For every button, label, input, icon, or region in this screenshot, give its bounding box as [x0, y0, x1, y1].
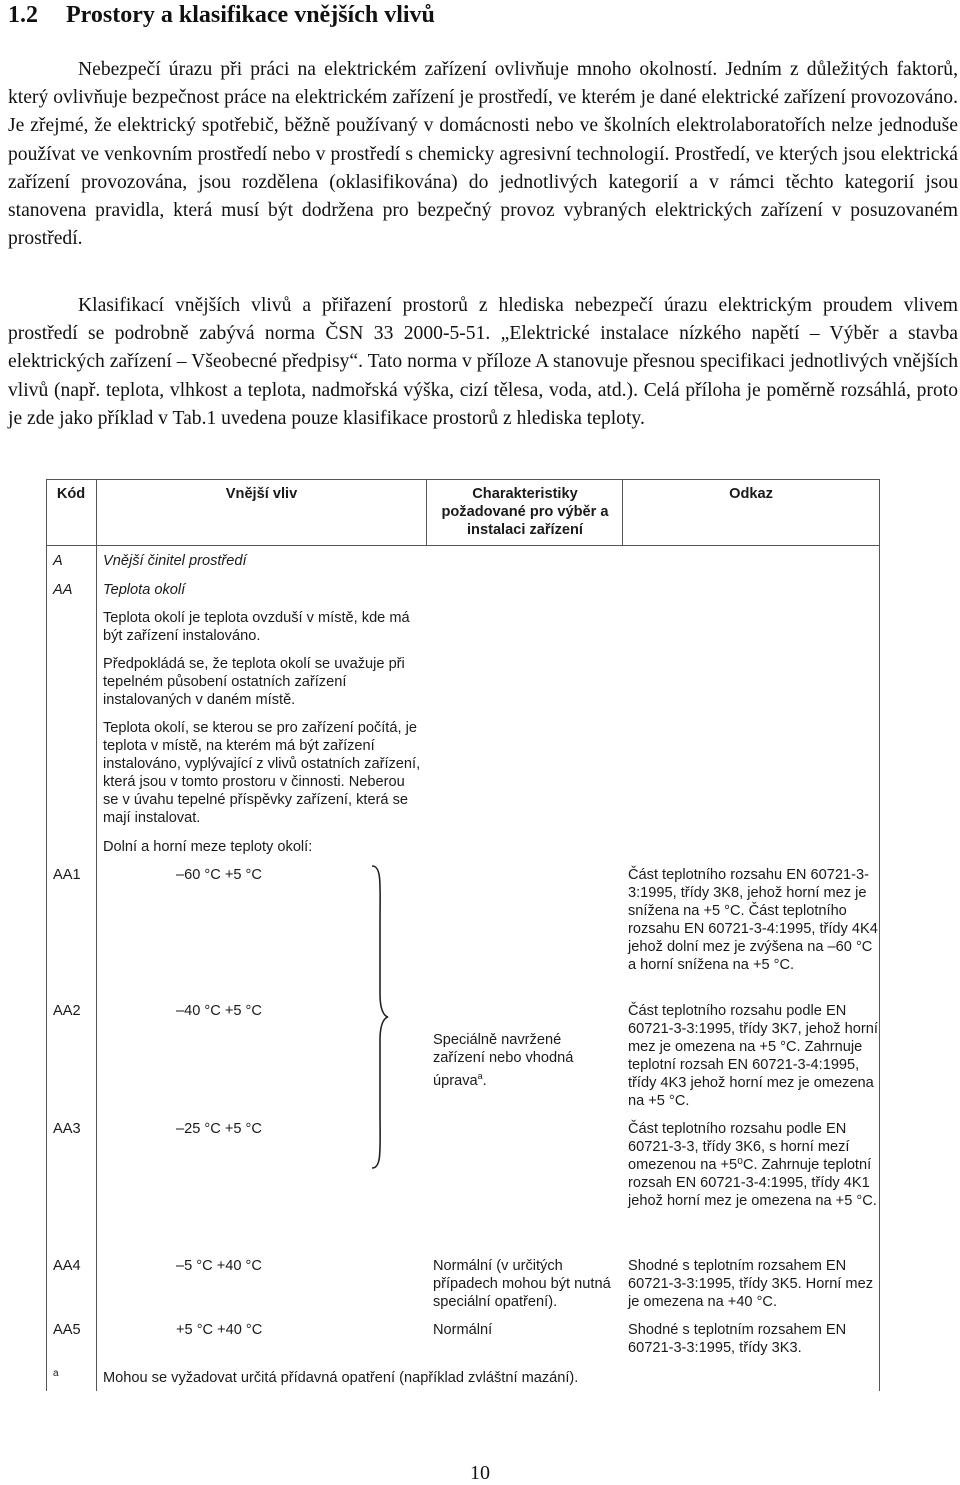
section-heading [8, 2, 435, 29]
table-border-top [46, 479, 880, 480]
external-factor-label: Vnější činitel prostředí [103, 553, 247, 569]
code-aa3: AA3 [53, 1121, 81, 1137]
special-design-text: Speciálně navržené zařízení nebo vhodná úprava [433, 1032, 574, 1089]
table-border-right [879, 479, 880, 1391]
code-aa5: AA5 [53, 1322, 81, 1338]
header-kod: Kód [56, 486, 86, 502]
reference-aa4: Shodné s teplotním rozsahem EN 60721-3-3:1995, třídy 3K5. Horní mez je omezena na +40 °C. [628, 1258, 873, 1310]
characteristic-aa4: Normální (v určitých případech mohou být nutná speciální opatření). [433, 1258, 611, 1310]
paragraph-intro-text: Nebezpečí úrazu při práci na elektrickém zařízení ovlivňuje mnoho okolností. Jedním z důležitých faktorů, který ovlivňuje bezpečnost práce na elektrickém zařízení je prostředí, ve kterém je dané elektrické zařízení provozováno. Je zřejmé, že elektrický spotřebič, běžně používaný v domácnosti nebo ve školních elektrolaboratořích nelze jednoduše používat ve venkovním prostředí nebo v prostředí s chemicky agresivní technologií. Prostředí, ve kterých jsou elektrická zařízení provozována, jsou rozdělena (oklasifikována) do jednotlivých kategorií a v rámci těchto kategorií jsou stanovena pravidla, která musí být dodržena pro bezpečný provoz vybraných elektrických zařízení v posuzovaném prostředí. [8, 59, 958, 250]
section-title: Prostory a klasifikace vnějších vlivů [66, 2, 435, 28]
paragraph-norm [8, 292, 958, 433]
section-number: 1.2 [8, 2, 38, 28]
special-design-characteristic: Speciálně navržené zařízení nebo vhodná úprava$^a$. [433, 1032, 574, 1089]
ambient-temperature-label: Teplota okolí [103, 582, 186, 598]
code-aa1: AA1 [53, 867, 81, 883]
reference-aa5: Shodné s teplotním rozsahem EN 60721-3-3:1995, třídy 3K3. [628, 1322, 847, 1356]
header-charakteristiky: Charakteristiky požadované pro výběr a instalaci zařízení [441, 486, 609, 538]
note-limits: Dolní a horní meze teploty okolí: [103, 839, 313, 855]
code-aa: AA [53, 582, 73, 598]
footnote-mark: a [53, 1368, 59, 1379]
range-aa3: –25 °C +5 °C [176, 1121, 262, 1137]
page-number: 10 [470, 1462, 490, 1484]
code-aa2: AA2 [53, 1003, 81, 1019]
range-aa5: +5 °C +40 °C [176, 1322, 263, 1338]
reference-aa3: Část teplotního rozsahu podle EN 60721-3-3, třídy 3K6, s horní mezí omezenou na +5⁰C. Zahrnuje teplotní rozsah EN 60721-3-4:1995, třídy 4K1 jehož horní mez je omezena na +5 °C. [628, 1121, 877, 1209]
table-divider [426, 479, 427, 545]
note-assumption: Předpokládá se, že teplota okolí se uvažuje při tepelném působení ostatních zařízení instalovaných v daném místě. [103, 656, 405, 708]
table-divider [96, 479, 97, 1391]
note-calculation: Teplota okolí, se kterou se pro zařízení počítá, je teplota v místě, na kterém má být zařízení instalováno, vyplývající z vlivů ostatních zařízení, která jsou v tomto prostoru v činnosti. Neberou se v úvahu tepelné příspěvky zařízení, která se mají instalovat. [103, 720, 421, 826]
range-aa4: –5 °C +40 °C [176, 1258, 262, 1274]
range-aa2: –40 °C +5 °C [176, 1003, 262, 1019]
note-definition: Teplota okolí je teplota ovzduší v místě, kde má být zařízení instalováno. [103, 610, 410, 644]
characteristic-aa5: Normální [433, 1322, 493, 1338]
range-aa1: –60 °C +5 °C [176, 867, 262, 883]
reference-aa2: Část teplotního rozsahu podle EN 60721-3-3:1995, třídy 3K7, jehož horní mez je omezena na +5 °C. Zahrnuje teplotní rozsah EN 60721-3-4:1995, třídy 4K3 jehož horní mez je omezena na +5 °C. [628, 1003, 878, 1109]
footnote-text: Mohou se vyžadovat určitá přídavná opatření (například zvláštní mazání). [103, 1370, 579, 1386]
reference-aa1: Část teplotního rozsahu EN 60721-3-3:1995, třídy 3K8, jehož horní mez je snížena na +5 °C. Část teplotního rozsahu EN 60721-3-4:1995, třídy 4K4 jehož dolní mez je zvýšena na –60 °C a horní snížena na +5 °C. [628, 867, 878, 973]
header-odkaz: Odkaz [729, 486, 773, 502]
code-aa4: AA4 [53, 1258, 81, 1274]
table-header-divider [46, 545, 880, 546]
curly-brace-icon [368, 864, 390, 1170]
temperature-classification-table [46, 479, 881, 1391]
paragraph-intro [8, 56, 958, 253]
code-a: A [53, 553, 63, 569]
header-vnejsi-vliv: Vnější vliv [225, 486, 298, 502]
table-border-left [46, 479, 47, 1391]
special-design-footnote-mark: a [477, 1071, 483, 1081]
paragraph-norm-text: Klasifikací vnějších vlivů a přiřazení prostorů z hlediska nebezpečí úrazu elektrickým proudem vlivem prostředí se podrobně zabývá norma ČSN 33 2000-5-51. „Elektrické instalace nízkého napětí – Výběr a stavba elektrických zařízení – Všeobecné předpisy“. Tato norma v příloze A stanovuje přesnou specifikaci jednotlivých vnějších vlivů (např. teplota, vlhkost a teplota, nadmořská výška, cizí tělesa, voda, atd.). Celá příloha je poměrně rozsáhlá, proto je zde jako příklad v Tab.1 uvedena pouze klasifikace prostorů z hlediska teploty. [8, 295, 958, 429]
